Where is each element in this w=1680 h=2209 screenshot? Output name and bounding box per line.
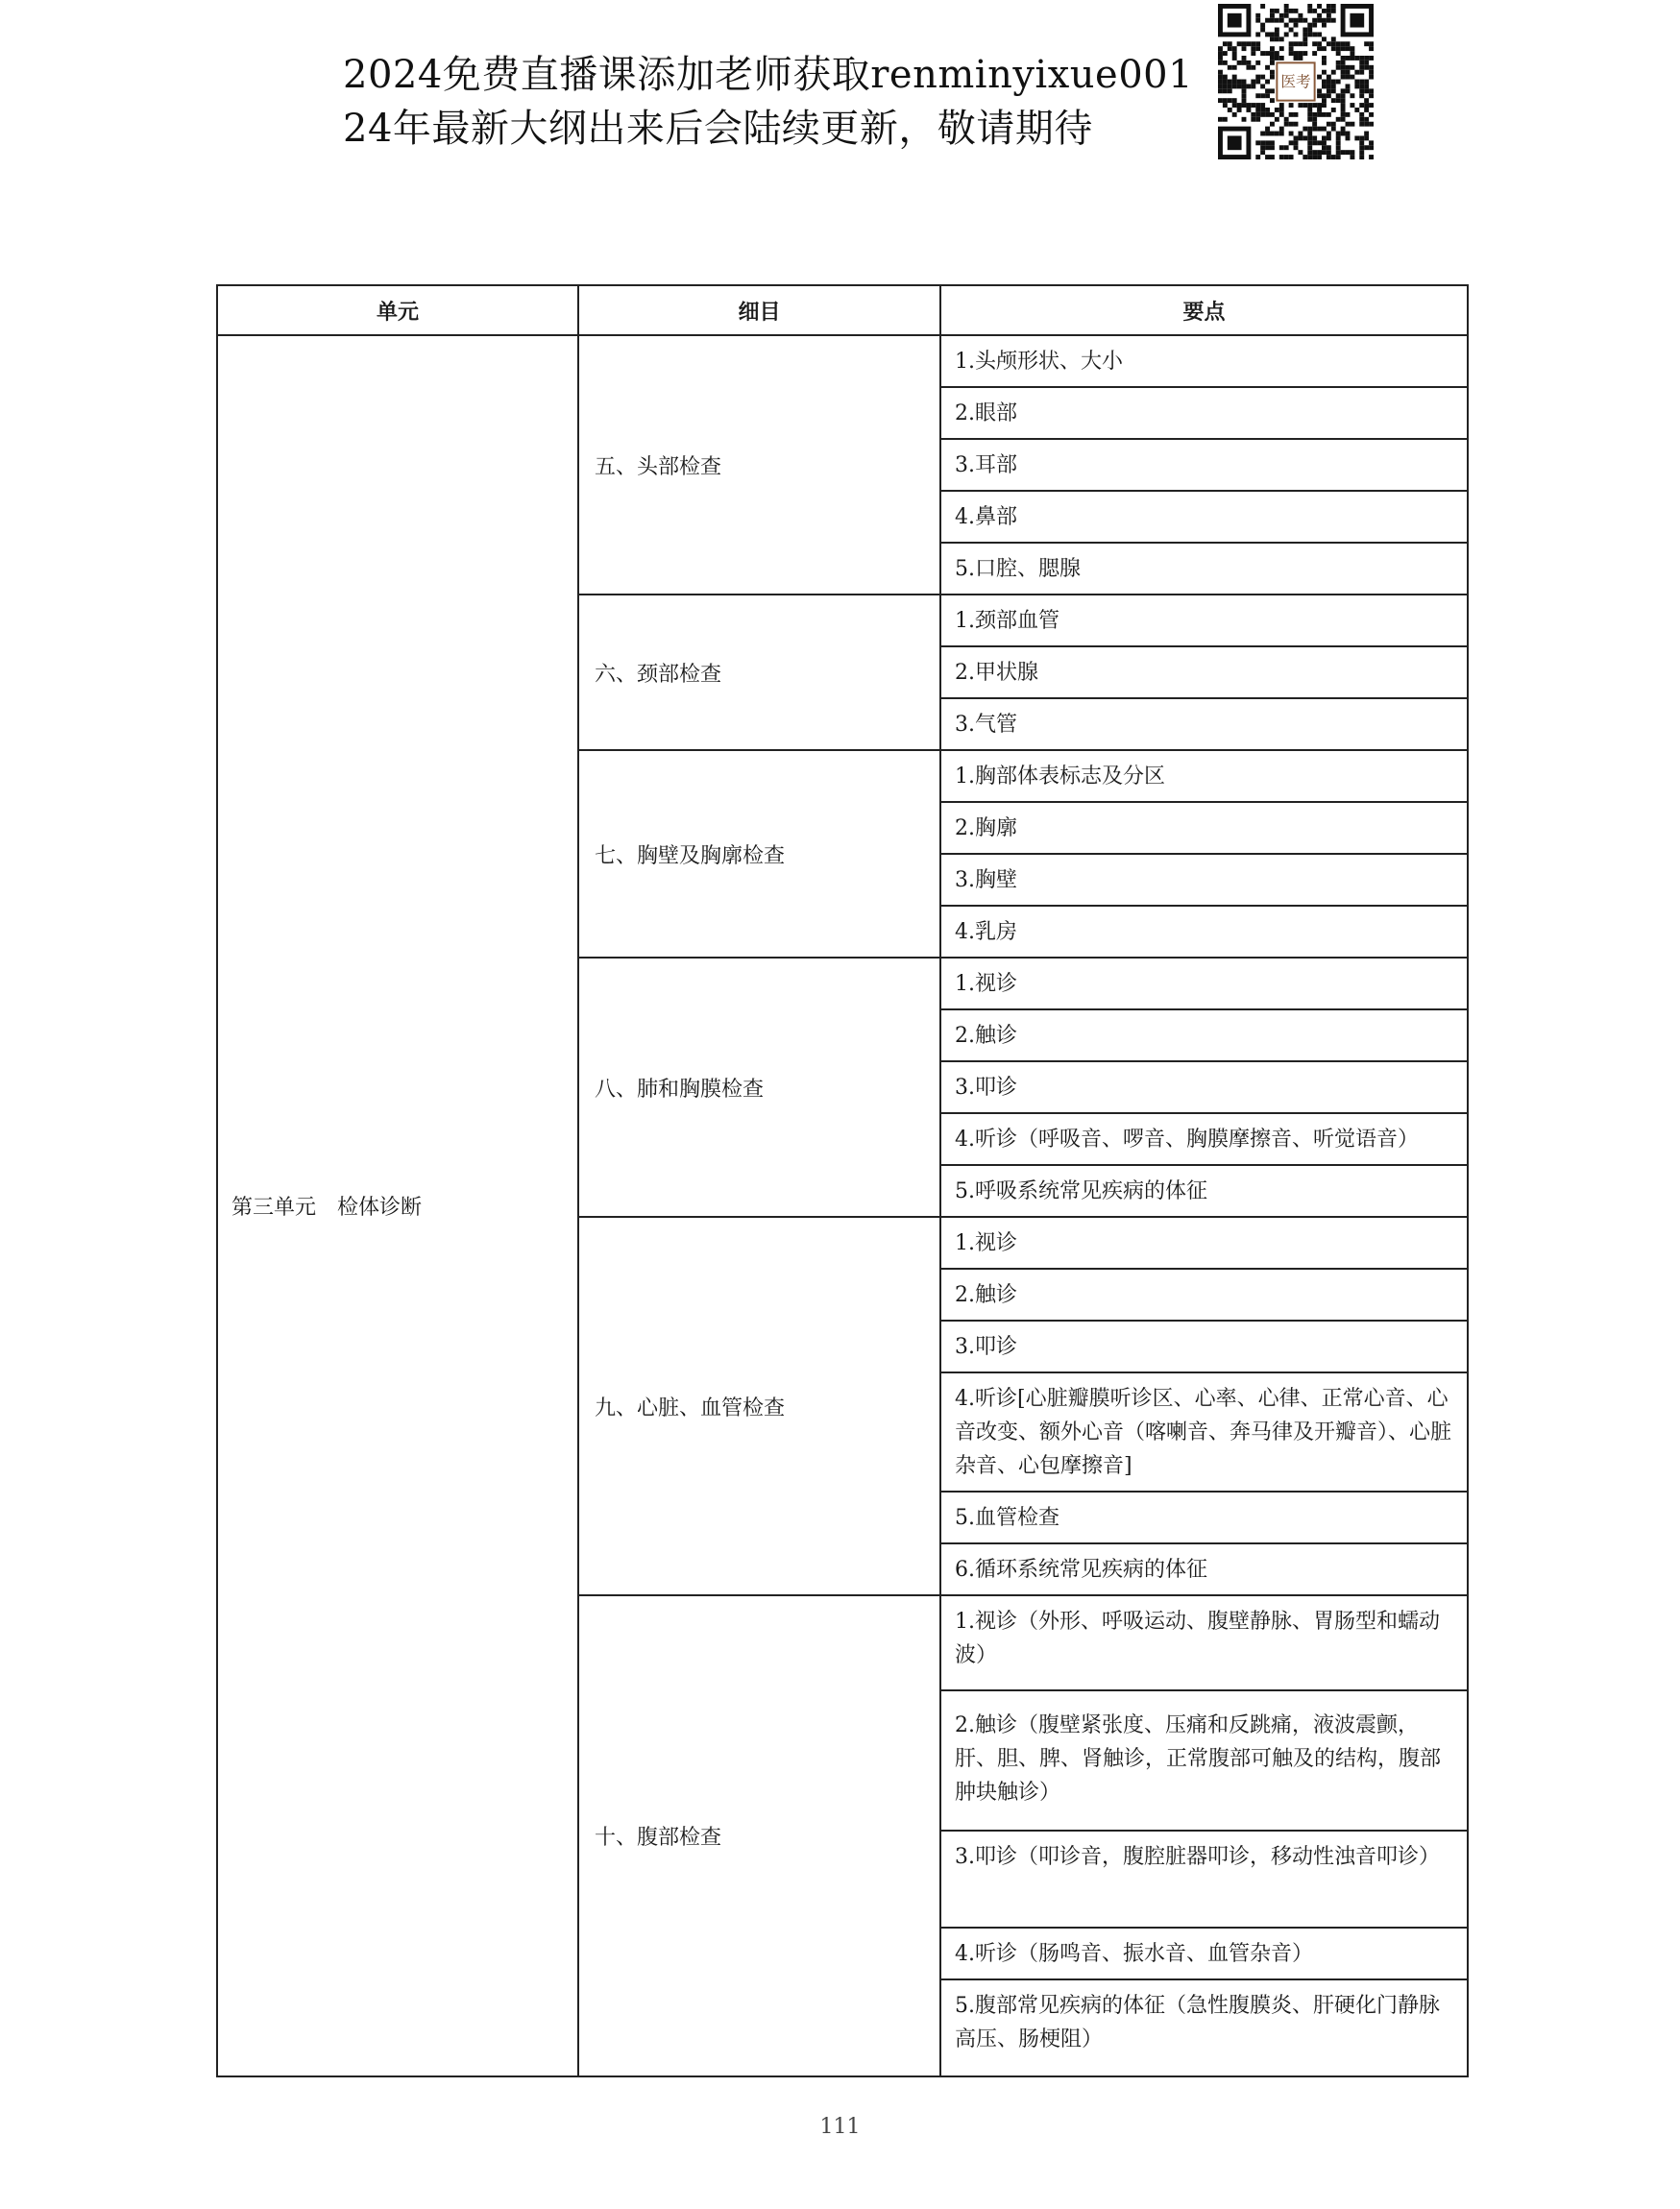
- promo-banner: [343, 48, 1207, 156]
- point-cell: 5.口腔、腮腺: [940, 543, 1468, 595]
- item-cell: 十、腹部检查: [578, 1595, 940, 2076]
- item-cell: 五、头部检查: [578, 335, 940, 595]
- item-cell: 七、胸壁及胸廓检查: [578, 750, 940, 958]
- page-number: 111: [819, 2115, 861, 2139]
- syllabus-table: [216, 284, 1469, 2077]
- point-cell: 4.听诊（肠鸣音、振水音、血管杂音）: [940, 1928, 1468, 1979]
- point-cell: 1.视诊（外形、呼吸运动、腹壁静脉、胃肠型和蠕动波）: [940, 1595, 1468, 1690]
- point-cell: 1.视诊: [940, 958, 1468, 1009]
- point-cell: 4.听诊（呼吸音、啰音、胸膜摩擦音、听觉语音）: [940, 1113, 1468, 1165]
- item-cell: 六、颈部检查: [578, 595, 940, 750]
- promo-line-1: 2024免费直播课添加老师获取renminyixue001: [343, 53, 1194, 97]
- point-cell: 2.甲状腺: [940, 646, 1468, 698]
- point-cell: 3.叩诊: [940, 1061, 1468, 1113]
- table-header-row: [217, 285, 1468, 335]
- point-cell: 5.呼吸系统常见疾病的体征: [940, 1165, 1468, 1217]
- point-cell: 2.眼部: [940, 387, 1468, 439]
- point-cell: 3.叩诊: [940, 1321, 1468, 1372]
- item-cell: 八、肺和胸膜检查: [578, 958, 940, 1217]
- promo-line-2: 24年最新大纲出来后会陆续更新，敬请期待: [343, 107, 1093, 151]
- header-point: 要点: [940, 285, 1468, 335]
- point-cell: 2.触诊（腹壁紧张度、压痛和反跳痛，液波震颤，肝、胆、脾、肾触诊，正常腹部可触及的结构，腹部肿块触诊）: [940, 1690, 1468, 1831]
- point-cell: 1.头颅形状、大小: [940, 335, 1468, 387]
- point-cell: 1.视诊: [940, 1217, 1468, 1269]
- item-cell: 九、心脏、血管检查: [578, 1217, 940, 1595]
- point-cell: 1.颈部血管: [940, 595, 1468, 646]
- qr-logo-text: 医考: [1280, 72, 1311, 91]
- header-unit: 单元: [217, 285, 578, 335]
- qr-code: [1218, 4, 1374, 159]
- point-cell: 5.血管检查: [940, 1492, 1468, 1543]
- point-cell: 3.叩诊（叩诊音，腹腔脏器叩诊，移动性浊音叩诊）: [940, 1831, 1468, 1928]
- unit-cell: 第三单元 检体诊断: [217, 335, 578, 2076]
- point-cell: 4.听诊[心脏瓣膜听诊区、心率、心律、正常心音、心音改变、额外心音（喀喇音、奔马律及开瓣音）、心脏杂音、心包摩擦音]: [940, 1372, 1468, 1492]
- point-cell: 5.腹部常见疾病的体征（急性腹膜炎、肝硬化门静脉高压、肠梗阻）: [940, 1979, 1468, 2076]
- point-cell: 4.乳房: [940, 906, 1468, 958]
- point-cell: 2.胸廓: [940, 802, 1468, 854]
- point-cell: 3.耳部: [940, 439, 1468, 491]
- point-cell: 4.鼻部: [940, 491, 1468, 543]
- point-cell: 3.胸壁: [940, 854, 1468, 906]
- header-item: 细目: [578, 285, 940, 335]
- point-cell: 2.触诊: [940, 1269, 1468, 1321]
- point-cell: 3.气管: [940, 698, 1468, 750]
- table-row: [217, 335, 1468, 387]
- point-cell: 1.胸部体表标志及分区: [940, 750, 1468, 802]
- point-cell: 6.循环系统常见疾病的体征: [940, 1543, 1468, 1595]
- point-cell: 2.触诊: [940, 1009, 1468, 1061]
